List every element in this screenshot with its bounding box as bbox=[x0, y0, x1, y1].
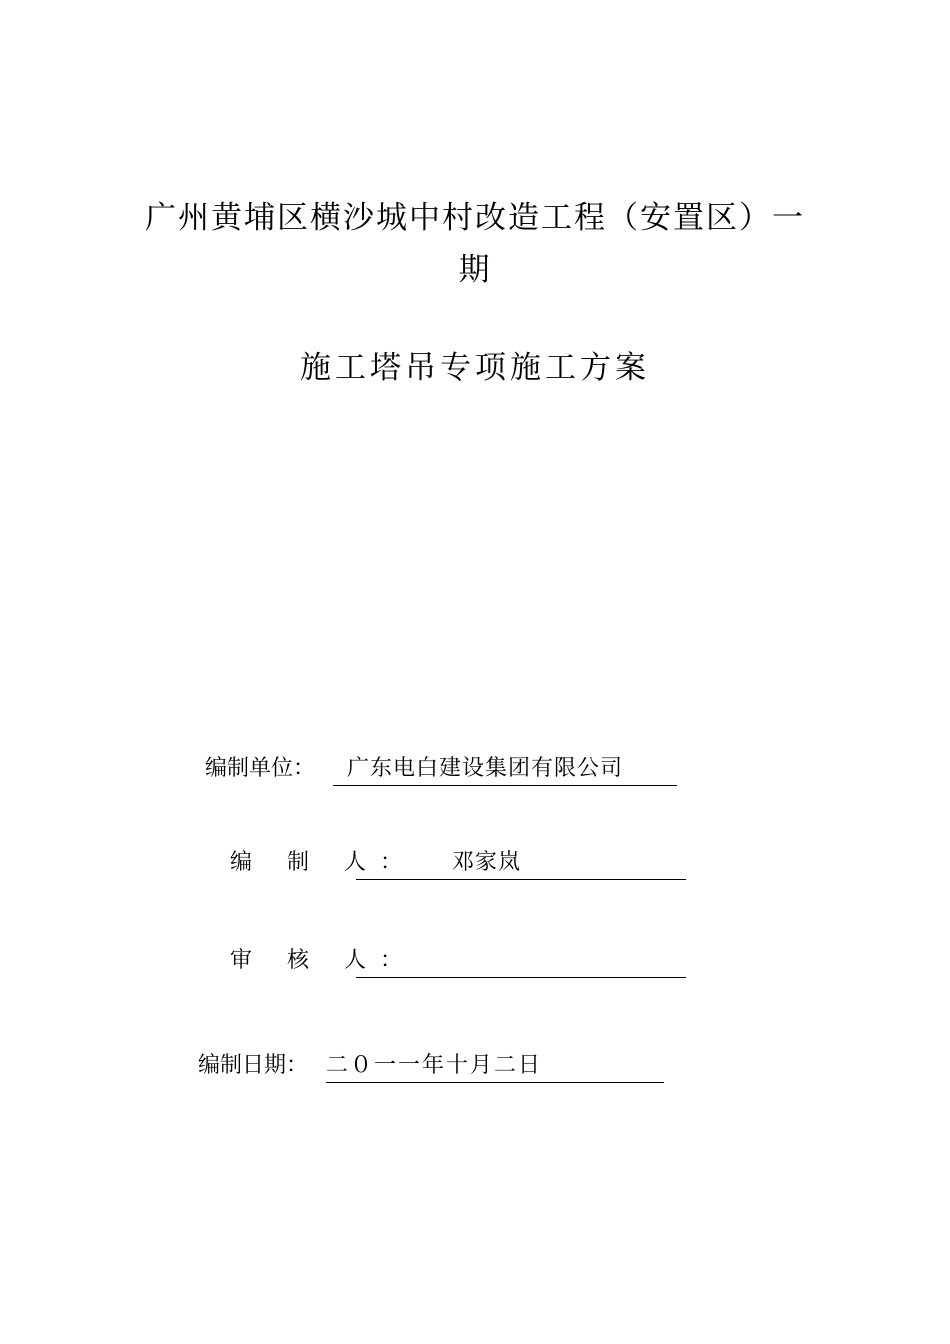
document-title-line-2: 期 bbox=[458, 252, 492, 288]
reviewer-underline bbox=[356, 944, 686, 978]
field-compile-date bbox=[198, 1049, 668, 1083]
document-title-line-1: 广州黄埔区横沙城中村改造工程（安置区）一 bbox=[145, 200, 805, 236]
field-reviewer bbox=[230, 944, 690, 978]
author-value: 邓家岚 bbox=[452, 850, 522, 875]
document-subtitle: 施工塔吊专项施工方案 bbox=[300, 350, 650, 386]
author-label: 编 制 人： bbox=[230, 850, 416, 875]
compiling-unit-underline bbox=[333, 752, 677, 786]
reviewer-label: 审 核 人： bbox=[230, 948, 416, 973]
compile-date-underline bbox=[326, 1049, 664, 1083]
compiling-unit-label: 编制单位： bbox=[205, 756, 316, 781]
field-author bbox=[230, 846, 690, 880]
compile-date-value: 二０一一年十月二日 bbox=[326, 1053, 543, 1078]
compiling-unit-value: 广东电白建设集团有限公司 bbox=[347, 756, 624, 781]
field-compiling-unit bbox=[205, 752, 685, 786]
author-underline bbox=[356, 846, 686, 880]
compile-date-label: 编制日期： bbox=[198, 1053, 309, 1078]
